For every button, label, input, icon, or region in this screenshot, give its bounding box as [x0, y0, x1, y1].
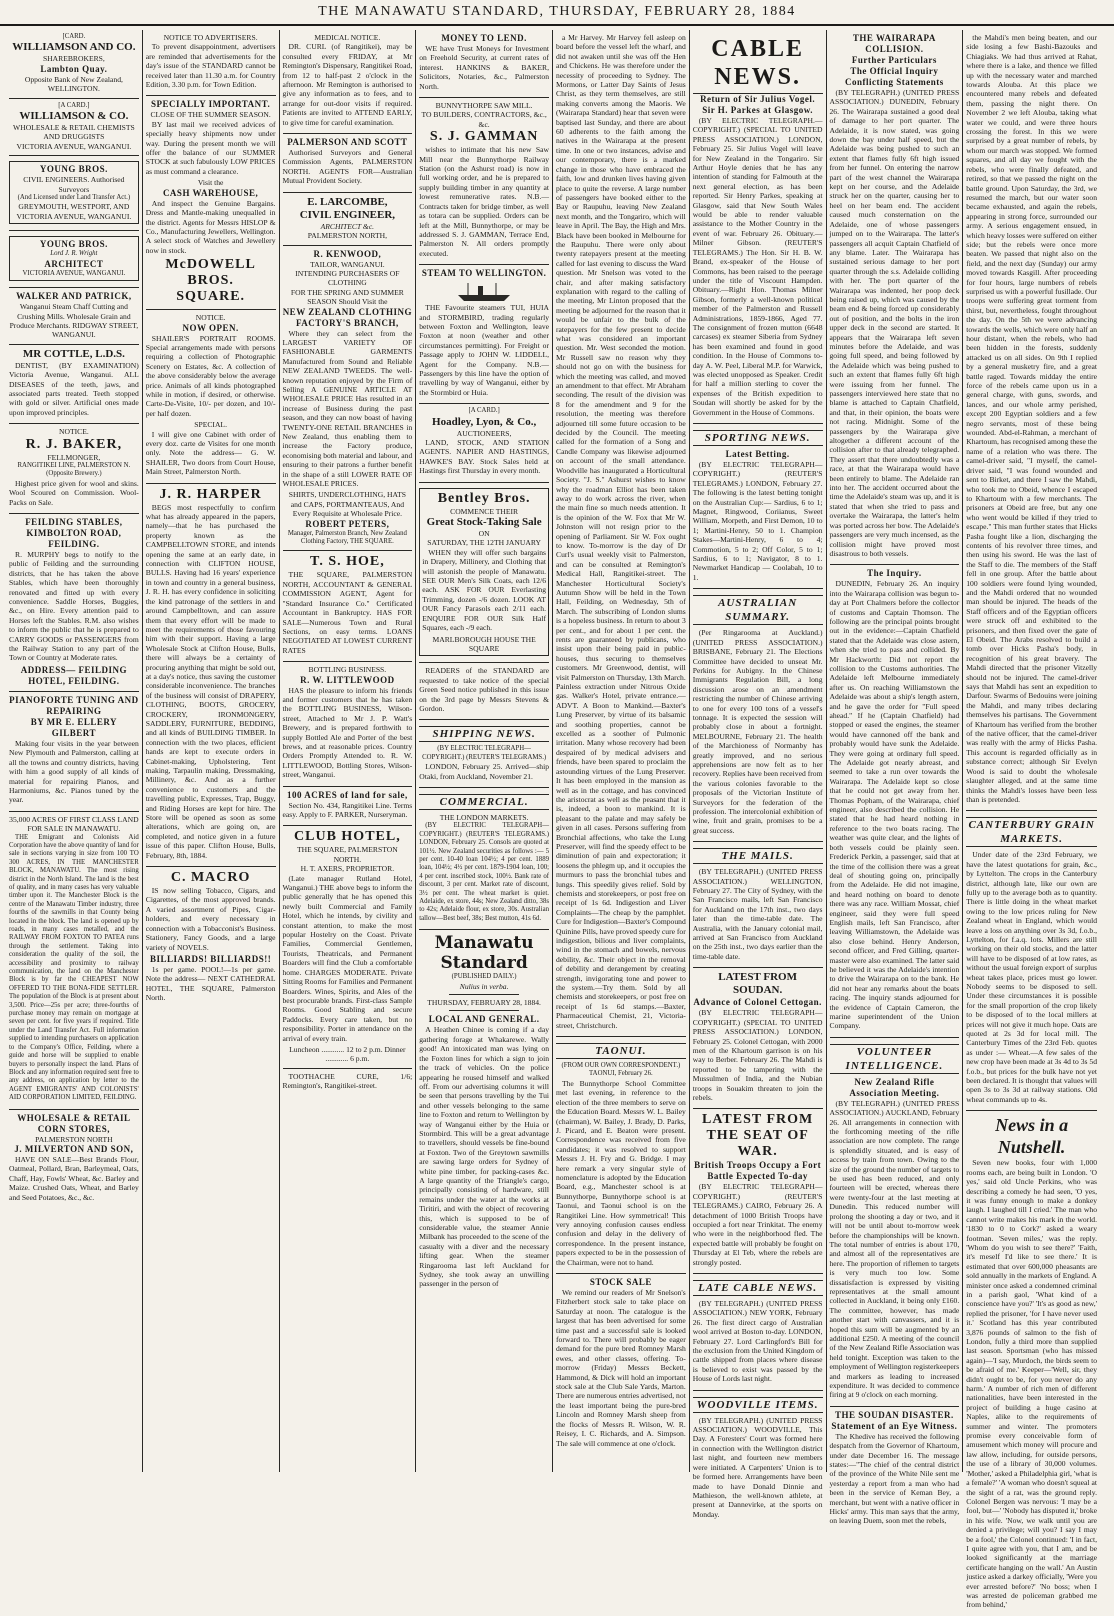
- section-soudan: [693, 968, 823, 1109]
- card-frame: [9, 236, 139, 281]
- ad-manager-name: ROBERT PETERS,: [305, 518, 390, 529]
- section-news-nutshell: [966, 1111, 1097, 1616]
- section-late-cable: [693, 1274, 823, 1391]
- ad-address: TAILOR, WANGANUI.: [310, 259, 385, 269]
- column-6: [690, 30, 827, 1519]
- ad-body: WE have Trust Moneys for Investment on Freehold Security, at current rates of interest. HANKINS & BAKER, Solicitors, Notaries, &c., Palmerston North.: [419, 44, 549, 91]
- ad-club-hotel: [283, 826, 413, 1068]
- card-body: DENTIST, (BY EXAMINATION) Victoria Avenue, Wanganui. ALL DISEASES of the teeth, jaws, and associated parts treated. Teeth stopped with gold or silver. Artificial ones made upon improved principles.: [9, 360, 139, 417]
- card-body: THE Emigrant and Colonists Aid Corporation have the above quantity of land for sale in sections varying in size from 100 TO 300 ACRES, IN THE MANCHESTER BLOCK, MANAWATU. The most rising district in the North Island. The land is the best of quality, and in many cases has very valuable timber upon it. The Manchester Block is the centre of the Manawatu Timber industry, three fourths of the sawmills in that County being located in the block. The land is opened up by roads, in many cases metalled, and the RAILWAY FROM FOXTON TO PATEA runs through the settlement. Taking into consideration the quality of the soil, the accessibility and proximity to railway communication, the land on the Manchester Block is by far the CHEAPEST NOW OFFERED TO THE BONA-FIDE SETTLER. The population of the Block is at present about 3,500. Price—25s per acre; three-fourths of purchase money may remain on mortgage at seven per cent. for five years if required. Title under the Land Transfer Act. Full information supplied to intending purchasers on application to the Company's Office, Feilding, where a guide and horse will be supplied to enable buyers to personally inspect the land. Plans of Block and any information required sent free to any address, on application by letter to the AGENT EMIGRANTS' AND COLONISTS' AID CORPORATION LIMITED, FEILDING.: [9, 833, 139, 1102]
- card-name: PALMERSON AND SCOTT: [287, 137, 408, 148]
- notice-medical: [283, 30, 413, 134]
- notice-body: To prevent disappointment, advertisers are reminded that advertisements for the day's issue of the STANDARD cannot be received later than 11.30 a.m. for Country Edition, 3.30 p.m. for Town Edition.: [145, 42, 276, 90]
- ad-firm-place: SQUARE.: [176, 289, 246, 305]
- column-2: [143, 30, 280, 1472]
- card-tag: [A CARD.]: [58, 101, 90, 109]
- ad-title: NOTICE.: [195, 313, 226, 323]
- ad-sub: TO BUILDERS, CONTRACTORS, &c., &c.: [421, 110, 547, 129]
- section-body: (BY ELECTRIC TELEGRAPH—COPYRIGHT.) (REUTER'S TELEGRAMS.) LONDON, February 27. The following is the latest betting tonight on the Australian Cup:— Sardius, 6 to 1; Magnet, Ringwood, Coriianus, Sweet William, Morpeth, and First Demon, 10 to 1; Martini-Henry, 50 to 1. Champion Stakes—Martini-Henry, 6 to 4; Commotion, 5 to 2; Off Color, 5 to 1; Sardius, 6 to 1; Navigator, 8 to 1. Newmarket Handicap — Coolabah, 10 to 1.: [692, 460, 823, 582]
- card-body: HAVE ON SALE—Best Brands Flour, Oatmeal, Pollard, Bran, Barleymeal, Oats, Chaff, Hay, Fowls' Wheat, &c. Barley and Maize. Crushed Oats, Wheat, and Barley and Seed Potatoes, &c., &c.: [9, 1154, 139, 1202]
- card-title: 35,000 ACRES OF FIRST CLASS LAND FOR SALE IN MANAWATU.: [9, 814, 139, 834]
- card-trade: WHOLESALE & RETAIL CHEMISTS AND DRUGGISTS: [13, 123, 135, 142]
- section-headline: The Official Inquiry: [850, 66, 939, 76]
- card-tag: [CARD.: [62, 33, 86, 40]
- section-headline: Advance of Colonel Cettogan.: [693, 997, 822, 1008]
- section-seat-of-war: [693, 1109, 823, 1274]
- card-place: PALMERSTON NORTH: [35, 1134, 113, 1144]
- ad-land-sale: [283, 787, 413, 827]
- ad-bentley-bros: [419, 483, 549, 664]
- section-title: LATEST FROM THE SEAT OF WAR.: [702, 1112, 814, 1160]
- card-name: T. S. HOE,: [310, 554, 385, 570]
- ad-title: SPECIAL.: [194, 420, 227, 430]
- section-body: The Khedive has received the following despatch from the Governor of Khartoum, under date December 16. The message states:—"The chief of the central district of the province of the White Nile sent me yesterday a report from a man who had been in the service of Keman Bey, a merchant, but went with a native officer in Hicks' army. This man says that the army, on leaving Duem, soon met the rebels,: [829, 1431, 960, 1526]
- ad-billiards-title: BILLIARDS! BILLIARDS!!: [149, 953, 272, 964]
- card-trade: SHAREBROKERS,: [42, 54, 105, 64]
- section-body: Under date of the 23rd February, we have the latest quotations for grain, &c., by Lyttelton. The crops in the Canterbury district, although late, like our own are fully up to the average both as to quantity. There is little doing in the wheat market owing to the low prices ruling for New Zealand wheat in England, which would leave a loss on anything over 3s 3d, f.o.b., Lyttelton, for f.a.q. lots. Millers are still working on their old stocks, and the latter will have to be disposed of at low rates, as without the usual foreign export of surplus wheat takes place, prices must go lower. Nobody seems to be disposed to sell. Under these circumstances it is possible for the small proportion of the crop likely to be disposed of to the local millers at prices will not give it much hope. Oats are quoted at 2s 3d for local mill. The Canterbury Times of the 23rd Feb. quotes as under :— Wheat.—A few sales of the new crop have been made at 3s 4d to 3s 5d f.o.b., but prices for the bulk have not yet been declared. It is thought that values will open 3s to 3s 3d at railway stations. Old wheat commands up to 4s.: [966, 850, 1097, 1104]
- ad-title: SPECIALLY IMPORTANT.: [151, 99, 271, 110]
- card-name: WILLIAMSON AND CO.: [12, 41, 136, 54]
- notice-readers: [419, 663, 549, 720]
- section-soudan-disaster: [830, 1407, 960, 1532]
- ad-firm-name: R. W. LITTLEWOOD: [300, 674, 395, 685]
- card-name: J. MILVERTON AND SON,: [14, 1143, 134, 1154]
- ad-firm-name: J. R. HARPER: [159, 486, 262, 502]
- ad-sale-title: Great Stock-Taking Sale: [426, 516, 542, 529]
- card-williamson-chemists: [9, 99, 139, 157]
- section-local-continued: [556, 30, 686, 1037]
- card-young-bros-engineers: [9, 156, 139, 231]
- column-8: [963, 30, 1100, 1610]
- ad-address: THE SQUARE, PALMERSTON NORTH.: [297, 845, 398, 864]
- newspaper-date: THURSDAY, FEBRUARY 28, 1884.: [427, 998, 541, 1008]
- card-trade: CIVIL ENGINEERS. Authorised Surveyors: [23, 175, 125, 194]
- card-sub: Lord J. R. Wright: [50, 250, 98, 258]
- section-title: The Inquiry.: [867, 568, 922, 579]
- card-address: ADDRESS— FEILDING HOTEL, FEILDING.: [20, 664, 128, 686]
- section-title: News in a Nutshell.: [995, 1115, 1069, 1158]
- ad-title: STEAM TO WELLINGTON.: [421, 268, 547, 279]
- ad-list: SHIRTS, UNDERCLOTHING, HATS and CAPS, PORTMANTEAUS, And Every Requisite at Wholesale Price.: [288, 490, 406, 519]
- card-walker-patrick: [9, 288, 139, 345]
- column-5: [553, 30, 690, 1472]
- section-title: TAONUI.: [556, 1043, 686, 1059]
- section-body: (BY TELEGRAPH.) (UNITED PRESS ASSOCIATION.) NEW YORK, February 26. The first direct cargo of Australian wool arrived at Boston to-day. LONDON, February 27. Lord Carlingford's Bill for the exclusion from the United Kingdom of cattle shipped from places where disease is believed to exist was passed by the House of Lords last night.: [692, 1299, 823, 1384]
- section-body: LONDON, February 25. Arrived—ship Otaki, from Auckland, November 21.: [419, 762, 549, 781]
- card-body: Making four visits in the year between New Plymouth and Palmerston, calling at all the towns and country districts, having with him a good supply of all kinds of material for repairing Pianos, and Harmoniums, &c. Pianos tuned by the year.: [9, 738, 139, 805]
- section-title: WOODVILLE ITEMS.: [693, 1397, 823, 1413]
- card-trade: ARCHITECT: [44, 258, 104, 269]
- section-headline: Statement of an Eye Witness.: [831, 1420, 958, 1431]
- ad-firm-name: R. KENWOOD,: [313, 248, 382, 259]
- card-body: Wanganui Steam Chaff Cutting and Crushing Mills. Wholesale Grain and Produce Merchants. RIDGWAY STREET, WANGANUI.: [9, 302, 139, 340]
- card-tag: [A CARD.]: [468, 407, 500, 415]
- section-title: THE WAIRARAPA COLLISION.: [852, 33, 936, 54]
- section-sporting-news: [693, 424, 823, 589]
- card-williamson-sharebrokers: [9, 30, 139, 99]
- section-body: (BY TELEGRAPH.) (UNITED PRESS ASSOCIATION.) AUCKLAND, February 26. All arrangements in connection with the forthcoming meeting of the rifle association are now complete. The range is splendidly situated, and is easy of access by train from town. Owing to the size of the ground the number of targets to be used has been reduced, and only fourteen will be erected, whereas there were twenty-four at the last meeting at Dunedin. This reduced number will prolong the shooting a day or two, and it will not be until about to-morrow week before the championships will be known. The total number of entries is about 170, and almost all of the representatives are here. The proportion of riflemen to targets is very much too low. Some dissatisfaction is expressed by visiting representatives at the small amount collected in Auckland, it being only £160. The committee, however, has made another start with canvassers, and it is hoped this sum will be augmented by an additional £250. A meeting of the council of the New Zealand Rifle Association was held tonight. Exception was taken to the employment of Wellington registerkeepers and markers as leading to increased expenditure. It was decided to commence firing at 9 o'clock on each morning.: [829, 1098, 960, 1400]
- section-wairarapa-collision: [830, 30, 960, 565]
- ad-clothing-factory: [283, 246, 413, 552]
- section-title: THE SOUDAN DISASTER.: [834, 1409, 954, 1420]
- section-woodville: [693, 1391, 823, 1525]
- section-title: LATE CABLE NEWS.: [693, 1280, 823, 1296]
- card-sub: (And Licensed under Land Transfer Act.): [17, 194, 131, 202]
- card-address: RANGITIKEI LINE, PALMERSTON N. (Opposite Brewery.): [17, 461, 131, 478]
- notice-title: NOTICE TO ADVERTISERS.: [163, 33, 258, 42]
- ad-factory: NEW ZEALAND CLOTHING FACTORY'S BRANCH,: [282, 306, 413, 328]
- card-cottle-dentist: [9, 345, 139, 424]
- ad-intro: INTENDING PURCHASERS OF CLOTHING: [295, 268, 400, 288]
- section-taonui: [556, 1037, 686, 1274]
- ad-toothache-cure: [283, 1069, 413, 1097]
- newspaper-sub: (PUBLISHED DAILY.): [451, 973, 517, 981]
- section-body: We remind our readers of Mr Snelson's Fitzherbert stock sale to take place on Saturday at noon. The catalogue is the largest that has been advertised for some time past and a successful sale is looked forward to. There will probably be eager demand for the pure bred Romney Marsh ewes, and other classes, offering. To-morrow (Friday) Messrs Beckett, Hammond, & Dick will hold an important stock sale at the Club Sale Yards, Marton. There are numerous entries advertised, not the least important being the pure-bred Lincoln and Romney Marsh sheep from the flocks of Messrs R. Wilson, W. R. Reisey, I. C. Richards, and A. Simpson. The sale will commence at one o'clock.: [556, 1288, 686, 1448]
- card-body: Highest price given for wool and skins. Wool Scoured on Commission. Wool-Packs on Sale.: [9, 478, 139, 507]
- ad-on: ON: [478, 529, 490, 539]
- ad-saw-mill: [419, 98, 549, 265]
- ad-steam-wellington: [419, 265, 549, 404]
- notice-body: DR. CURL (of Rangitikei), may be consulted every FRIDAY, at Mr Remington's Dispensary, Rangitikei Road, from 12 to half-past 2 o'clock in the afternoon. Mr Remington is authorised to give any information as to fees, and to arrange for out-door visits if required. Patients are invited to ATTEND EARLY, to give time for careful examination.: [282, 42, 413, 127]
- ad-firm-name: McDOWELL BROS.: [165, 257, 256, 289]
- section-title: SHIPPING NEWS.: [419, 726, 549, 742]
- section-mails: [693, 842, 823, 968]
- section-headline: Return of Sir Julius Vogel.: [700, 94, 816, 104]
- card-body: R. MURPHY begs to notify to the public of Feilding and the surrounding districts, that he has taken the above Stables, which have been thoroughly renovated and fitted up with every convenience. Saddle Horses, Buggies, &c., on Hire. Every attention paid to Horses left the Stables. R.M. also wishes to inform the public that he is prepared to CARRY GOODS or PASSENGERS from the Railway Station to any part of the Town or Country at Moderate rates.: [9, 550, 139, 663]
- ad-season: FOR THE SPRING AND SUMMER SEASON Should Visit the: [290, 287, 404, 307]
- section-volunteer: [830, 1038, 960, 1407]
- card-name: YOUNG BROS.: [39, 164, 108, 175]
- ad-date: SATURDAY, THE 12TH JANUARY: [427, 538, 542, 548]
- ad-body: BY last mail we received advices of specially heavy shipments now under way. During the present month we will offer the balance of our SUMMER STOCK at such fabulously LOW PRICES as must command a clearance.: [145, 119, 276, 176]
- section-body: (BY ELECTRIC TELEGRAPH.—COPYRIGHT.) (SPECIAL TO UNITED PRESS ASSOCIATION.) LONDON, February 25. Sir Julius Vogel will leave for New Zealand in the Tongariro. Sir Arthur Hoyle denies that he has any intention of standing for Falmouth at the next general election, as has been reported. Sir Henry Parkes, speaking at Glasgow, said that New South Wales would be able to render valuable assistance to the Mother Country in the event of war. February 26. Obituary.—Milner Gibson. (REUTER'S TELEGRAMS.) The Hon. Sir H. B. W. Brand, ex-speaker of the House of Commons, has been raised to the peerage under the title of Viscount Hampden. Obituary.—Right Hon. Thomas Milner Gibson, formerly a well-known political member of the Palmerston and Russell Administrations, 1859-1866, Aged 77. The consignment of frozen mutton (6648 carcases) ex steamer Siberia from Sydney has been examined and found in good condition. In the House of Commons to-day A. W. Peel, Liberal M.P. for Warwick, was elected unopposed as Speaker. Credit for half a million sterling to cover the expenses of the British expedition to Soudan will shortly be asked for by the Government in the House of Commons.: [692, 116, 823, 417]
- column-7: [827, 30, 964, 1526]
- section-headline: Latest Betting.: [725, 449, 790, 459]
- ad-body: I will give one Cabinet with order of every doz. carte de Visites for one month only. Note the address— G. W. SHAILER, Two doors from Court House, Main Street, Palmerston North.: [145, 429, 276, 477]
- masthead: THE MANAWATU STANDARD, THURSDAY, FEBRUARY 28, 1884: [0, 0, 1114, 26]
- newspaper-motto: Nulius in verba.: [459, 981, 509, 991]
- ad-bottling-business: [283, 662, 413, 786]
- card-address: VICTORIA AVENUE, WANGANUI.: [22, 269, 126, 277]
- card-piano-tuning: [9, 692, 139, 812]
- card-trade: CIVIL ENGINEER,: [299, 208, 396, 221]
- divider: [449, 1010, 519, 1011]
- card-name: E. LARCOMBE,: [307, 195, 388, 208]
- notice-title: NOTICE.: [59, 427, 89, 437]
- section-canterbury-grain: [966, 811, 1097, 1111]
- section-headline: Sir H. Parkes at Glasgow.: [702, 105, 814, 115]
- section-headline: Conflicting Statements: [845, 77, 944, 87]
- card-name: R. J. BAKER,: [25, 436, 123, 452]
- card-body: LAND, STOCK, AND STATION AGENTS. NAPIER AND HASTINGS, HAWKE'S BAY. Stock Sales held at Hastings first Thursday in every month.: [419, 438, 549, 476]
- section-sub: THE LONDON MARKETS.: [439, 812, 529, 822]
- card-trade: FELLMONGER,: [47, 452, 101, 462]
- column-1: [6, 30, 143, 1472]
- ad-manager-body: Manager, Palmerston Branch, New Zealand Clothing Factory, THE SQUARE.: [287, 529, 407, 546]
- ad-foot: MARLBOROUGH HOUSE THE SQUARE: [432, 634, 536, 653]
- ad-firm-name: CLUB HOTEL,: [294, 829, 401, 845]
- card-frame: [9, 161, 139, 224]
- card-name: WILLIAMSON & CO.: [19, 110, 129, 123]
- card-name: MR COTTLE, L.D.S.: [22, 347, 125, 360]
- ad-body: wishes to intimate that his new Saw Mill near the Bunnythorpe Railway Station (on the Ashurst road) is now in full working order, and he is prepared to supply building timber in any quantity at lowest remunerative rates. N.B.—Contracts taken for bridge timber, as well as totara can be supplied. Orders can be left at the Mill, Bunnythorpe, or may be addressed S. J. GAMMAN, Terrace End, Palmerston N. All orders promptly executed.: [419, 145, 549, 258]
- ad-sub: NOW OPEN.: [182, 322, 239, 333]
- ad-title: 100 ACRES of land for sale,: [286, 789, 408, 800]
- card-place: Lambton Quay.: [40, 63, 108, 74]
- ad-title: MONEY TO LEND.: [441, 33, 527, 43]
- steamship-icon: [454, 280, 514, 302]
- section-soudan-continued: [966, 30, 1097, 811]
- ad-sub: COMMENCE THEIR: [450, 506, 519, 516]
- section-body: The Bunnythorpe School Committee met last evening, in reference to the election of the three members to serve on the Education Board. Messrs W. L. Bailey (chairman), W. Bailey, J. Brady, D. Parks, J. Picard, and E. Beaton were present. Correspondence was received from five candidates; it was resolved to support Messrs J. H. Fry and G. Bridge. I may here remark a very singular style of nomenclature is adopted by the Education Board, e.g., Manchester school is at Bunnythorpe, Bunnythorpe school is at Taonui, and Taonui school is on the Rangitikei Line. How symmetrical! This very annoying confusion causes endless confusion and delay in the delivery of correspondence. In the present instance, papers expected to be in the possession of the Chairman, were not to hand.: [556, 1078, 686, 1267]
- section-title: THE MAILS.: [693, 848, 823, 864]
- ad-visit: Visit the: [197, 178, 224, 188]
- card-address: PALMERSTON NORTH,: [307, 231, 388, 241]
- ad-body: IS now selling Tobacco, Cigars, and Cigarettes, of the most approved brands. A varied assortment of Pipes, Cigar-holders, and every necessary in connection with a Tobacconist's Business. Stationery, Fancy Goods, and a large variety of NOVELS.: [145, 886, 276, 952]
- ad-proprietor: H. T. AXERS, PROPRIETOR.: [300, 864, 395, 874]
- column-3: [280, 30, 417, 1472]
- section-shipping-news: [419, 720, 549, 788]
- card-larcombe: [283, 193, 413, 246]
- section-headline: British Troops Occupy a Fort: [694, 1160, 822, 1171]
- section-inquiry: [830, 565, 960, 1038]
- section-body: (BY TELEGRAPH.) (UNITED PRESS ASSOCIATION.) DUNEDIN, February 26. The Wairarapa sustained a good deal of damage to her port quarter. The Adelaide, it is now stated, was going down the bay under half speed, but the Adelaide was being pushed to such an extent that flames fully 6ft high issued from her funnel. On entering the narrow part of the west channel the Wairarapa kept on her course, and the Adelaide struck her on the quarter, causing her to heel on her beam end. The accident caused much consternation on the Adelaide, one of whose passengers jumped on to the Wairarapa. The latter's passengers all acquit Captain Chatfield of any blame. Later. The Wairarapa has sustained serious damage to her port quarter through the s.s. Adelaide colliding with her. The port quarter of the Wairarapa was indented, her poop deck being raised up, which was caused by the beam end & being forced up considerably out of position, and the bolts in the iron upper deck in the second are started. It appears that the Wairarapa left seven minutes before the Adelaide, and was going full speed, and being followed by the Adelaide which was being pushed to such an extent that flames fully 6ft high were issuing from her funnel. The passengers interviewed here state that no blame is attached to Captain Chatfield, and that, in their opinion, the boats were not racing. Midnight. Some of the passengers by the Wairarapa give altogether a different account of the collision after to that already telegraphed. They assert that there undoubtedly was a race, at that the Wairarapa would have been entirely to blame. The Adelaide ran into her. The accident occurred about the time the Adelaide's steam was up, and it is stated that when she tried to pass and overtake the Wairarapa, the latter's helm was ported across her bow. The Adelaide's passengers are very much incensed, as the collision might have proved most disastrous to both vessels.: [829, 88, 960, 558]
- ad-body: THE Favourite steamers TUI, HUIA and STORMBIRD, trading regularly between Foxton and Wellington, leave Foxton at noon (weather and other circumstances permitting). For Freight or Passage apply to JOHN W. LIDDELL, Agent for the Company. N.B.—Passengers by this line have the option of travelling by way of Wanganui, either by the Stormbird or Huia.: [419, 303, 549, 397]
- ad-macro: [146, 867, 276, 1008]
- section-body: (Per Ringarooma at Auckland.) (UNITED PRESS ASSOCIATION.) BRISBANE, February 21. The Elections Committee have decided to unseat Mr. Perkins for Aubigny. In the Chinese Immigrants Regulation Bill, a long discussion arose on an amendment restricting the number of Chinese arriving to one for every 100 tons of a vessel's tonnage. It is expected the session will probably close in about a fortnight. MELBOURNE, February 21. The health of the Marchioness of Normanby has greatly improved, and no serious apprehensions are now felt as to her recovery. Replies have been received from the various colonies favorable to the proposals of the Victorian Institute of Surveyors for the federation of the profession. The intercolonial exhibition of wine, fruit and grain, promises to be a great success.: [692, 628, 823, 835]
- divider: [449, 994, 519, 995]
- card-name: YOUNG BROS.: [39, 239, 108, 250]
- card-name: Hoadley, Lyon, & Co.,: [432, 415, 537, 428]
- ad-body: Section No. 434, Rangitikei Line. Terms easy. Apply to F. PARKER, Nurseryman.: [282, 800, 413, 819]
- notice-body: READERS of the STANDARD are requested to take notice of the special Green Seed notice published in this issue on the 3rd page by Messrs Stevens & Gordon.: [419, 666, 549, 713]
- ad-harper: [146, 484, 276, 867]
- ad-frame: [419, 488, 549, 657]
- section-sub: (FROM OUR OWN CORRESPONDENT.) TAONUI, February 26.: [561, 1062, 681, 1078]
- ad-money-to-lend: [419, 30, 549, 98]
- ad-firm-name: S. J. GAMMAN: [429, 129, 539, 145]
- section-title: CABLE NEWS.: [693, 33, 823, 94]
- section-title: LATEST FROM SOUDAN.: [718, 971, 797, 997]
- section-body: the Mahdi's men being beaten, and our side losing a few Bashi-Bazouks and Chiagiaks. We had thus arrived at Rahat, where there is a lake, and thence we filled up with the necessary water and marched towards Alouba. At this place we encountered many rebels and defeated them, passing the night there. On November 2 we left Alouba, taking what water we could, and were three hours crossing the forest. In this we were surprised by a great number of rebels, by whom our march was stopped. We formed squares, and all day we fought with the rebels, who were finally defeated, and retired, so that we passed the night on the battle ground. Upon Saturday, the 3rd, we resumed the march, but our water soon became exhausted, and again the rebels, appearing in strong force, surrounded our army. A serious engagement ensued, in which heavy losses were suffered on either side; but the rebels were once more beaten. We passed that night also on the field, and the next day (Sunday) our army moved towards Kasgill. After proceeding for four hours, large numbers of rebels surprised us with a powerful fusillade. Our troops were suffering great torment from thirst, but, nevertheless, fought throughout the day. On the 5th we were advancing towards the wells, which were only half an hour distant, when the rebels, who had been hidden in the forests, suddenly attacked us on all sides. On 9th I replied by a general musketry fire, and a great battle raged. Towards midday the entire force of the rebels came upon us in a general charge, with guns, swords, and lances, and our whole army perished, except 200 Egyptian soldiers and a few negro servants, most of these being wounded. Abd-el-Rahman, a merchant of Khartoum, has recognised among these the name of a relation who was there. The camel-driver said, "I myself, the camel-driver said, "I was found wounded and sent to Birket, and there I saw the Mahdi, who took me to Obeid, whence I escaped to Khartoum with a few merchants. The prisoners at Obeid are free, but any one who went would be killed if they tried to escape." This man further states that Hicks Pasha fought like a lion, discharging the contents of his revolver three times, and then using his sword. He was the last of the Staff to die. The members of the Staff fell in one group. After the battle about 100 soldiers were found lying wounded, and the Mahdi ordered that no wounded man should be injured. The heads of the Staff officers and of the Egyptian officers were struck off and exhibited to the prisoners, and then fixed over the gate of El Obeid. The Arabs resolved to build a tomb over Hicks Pasha's body, in recognition of his great bravery. The Mahdi directed that the prisoner Vitzelly should not be injured. The camel-driver says that Mahdi has sent an expedition to Darfour. Swarms of Bedouins were joining the Mahdi, and many tribes declaring themselves his partisans. The Government of Khartoum has verified from the brother of the native officer, that the camel-driver was really with the army of Hicks Pasha. This account is regarded officially as in substance correct; although Sir Evelyn Wood is said to doubt the wholesale slaughter alleged, and at the same time thinks the Mahdi's losses have been less than is pretended.: [966, 33, 1098, 804]
- section-body: a Mr Harvey. Mr Harvey fell asleep on board before the vessel left the wharf, and did not awaken until she was off the Hen and Chickens. He was therefore under the necessity of proceeding to Sydney. The Mormons, or Latter Day Saints of Jesus Christ, as they term themselves, are still making converts among the Maoris. We (Wairarapa Standard) hear that seven were baptised last Sunday, and there are about 60 adherents to the faith among the natives in the Wairarapa at the present time. In one or two instances, advise and our contemporary, there is a marked change in those who have embraced the faith, low and drunken lives having given place to quite the reverse. A large number of passengers have booked either to the Bay or Raupuhu, leaving New Zealand next month, and the Tongariro, which will leave in April. The Bay, the High and Mrs. Black have been booked in Melbourne for the Raupuhu. There were only about twenty ratepayers present at the meeting called for last evening to discuss the Ward question. Mr Snelson was voted to the chair, and after making satisfactory explanation with regard to the calling of the meeting, Mr Linton proposed that the meeting be adjourned for the reason that it would be unfair to the bulk of the ratepayers for the few present to decide what was considered an important question. Mr. West seconded the motion. Mr Russell saw no reason why they should not go on with the business for which the meeting was called, and moved an amendment to that effect. Mr Abraham seconding. The result of the division was 8 for the amendment and 9 for the resolution, the meeting was therefore adjourned till some future occasion to be decided by the Council. The meeting called for the formation of a Song and Candle Company was likewise adjourned on account of the small attendance. Woodville has inaugurated a Horticultural Society. "J. S." Ashurst wishes to know why the roadman Elliot has been taken away to do work across the river, when the main fine so much needs attention. It is the opinion of the W. Fox that Mr W. Johnston will not resign prior to the opening of Parliament. Sir W. Fox ought to know. To-morrow is the day of Dr Curl's usual weekly visit to Palmerston, and can be consulted at Remington's Medical Hall, Rangitikei-street. The Manchester Horticultural Society's Autumn Show will be held in the Town Hall, Feilding, on Wednesday, 5th of March. The subscribing of London slums is a hopeless business. In return to about 3 per cent., and for about 1 per cent. the rents are guaranteed by publicans, who insist upon their being paid in public-houses, thus securing to themselves customers. Mr Greenwood, dentist, will visit Palmerston on Thursday, 13th March. Painless extraction under Nitrous Oxide gas. Walker's Hotel, private entrance.— ADVT. A Boon to Mankind.—Baxter's Lung Preserver, by virtue of its balsamic and soothing properties, cannot be excelled as a soother of Pulmonic irritation. Many whose recovery had been despaired of by medical advisers and friends, have been spared to proclaim the astounding virtues of the Lung Preserver. It has been employed in the mansion as well as in the cottage, and has convinced the aristocrat as well as the peasant that it is, indeed, a boon to mankind. It is pleasant to the palate and may safely be given in all cases. Persons suffering from Bronchial affections, who take the Lung Preserver, will find the speedy effect to be diminution of pain and expectoration; it loosens the phlegm up, and it occupies the murmurs to pass the bronchial tubes and lungs. This speedily gives relief. Sold by chemists and storekeepers, or post free on receipt of 1s 6d. Indigestion and Liver Complaints—The cheap by the pamphlet. Cure for Indigestion—Baxter's Compound Quinine Pills, have proved speedy cure for indigestion, bilious and liver complaints, wind in the stomach and bowels, nervous debility, &c. Their object in the removal of debility and derangement by creating strength, invigorating tone and power to the system.—Try them. Sold by all chemists and storekeepers, or post free on receipt of 1s 6d stamps.—Baxter, Pharmaceutical Chemist, 21, Victoria-street, Christchurch.: [556, 33, 686, 1030]
- section-title: AUSTRALIAN SUMMARY.: [693, 595, 823, 625]
- card-body: Authorised Surveyors and General Commission Agents, PALMERSTON NORTH. AGENTS FOR—Australian Mutual Provident Society.: [282, 148, 413, 186]
- section-body: (BY TELEGRAPH.) (UNITED PRESS ASSOCIATION.) WELLINGTON, February 27. The City of Sydney, with the San Francisco mails, left San Francisco for Auckland on the 17th inst., two days later than the time-table date. The Australia, with the January colonial mail, arrived at San Francisco from Auckland on the 25th inst., two days earlier than the time-table date.: [692, 867, 823, 961]
- card-by: BY MR E. ELLERY GILBERT: [30, 716, 118, 738]
- section-sub: (BY ELECTRIC TELEGRAPH—COPYRIGHT.) (REUTER'S TELEGRAMS.): [422, 745, 547, 761]
- section-headline: Further Particulars: [851, 55, 937, 65]
- ad-body: SHAILER'S PORTRAIT ROOMS. Special arrangements made with persons requiring a collection of Photographic Scenery on Estates, &c. A collection of the above considerably below the average price. Animals of all kinds photographed while in motion, if desired, or otherwise. Carte-De-Visite, 10/- per dozen, and 10/- per half dozen.: [145, 333, 276, 418]
- card-land-sale: [9, 812, 139, 1110]
- card-name: WALKER AND PATRICK,: [16, 291, 132, 302]
- section-editorial: [419, 930, 549, 1295]
- ad-firm-name: C. MACRO: [170, 870, 251, 886]
- newspaper-title: Manawatu Standard: [434, 933, 534, 974]
- section-body: (BY ELECTRIC TELEGRAPH—COPYRIGHT.) (REUTER'S TELEGRAMS.) LONDON, February 25. Consols are quoted at 101½. New Zealand securities as follows :— 5 per cent. 10-40 loan 104½; 4 per cent. 1889 loan, 104½; 4½ per cent. 1879-1904 loan, 100; 4 per cent. inscribed stock, 100½. Bank rate of discount, 3 per cent. Market rate of discount, 3½ per cent. The wheat market is quiet. Adelaide, ex store, 44s; New Zealand ditto, 38s to 42s; Adelaide flour, ex store, 30s. Australian tallow—Best beef, 38s; Best mutton, 41s 6d.: [419, 822, 549, 922]
- card-address: GREYMOUTH, WESTPORT, AND VICTORIA AVENUE, WANGANUI.: [16, 202, 132, 221]
- ad-title: BOTTLING BUSINESS.: [308, 665, 387, 675]
- ad-body: Where they can select from the LARGEST VARIETY OF FASHIONABLE GARMENTS Manufactured from Sound and Reliable NEW ZEALAND TWEEDS. The well-known reputation enjoyed by the Firm of Selling A GENUINE ARTICLE AT WHOLESALE PRICE Has resulted in an increase of Business during the past season, and they can now boast of having TWENTY-ONE RETAIL BRANCHES in New Zealand, thus enabling them to increase the Factory produce, economising both material and labour, and ensuring to their patrons a further benefit in the shape of a still LOWER RATE OF WHOLESALE PRICES.: [282, 328, 413, 489]
- ad-body: BEGS most respectfully to confirm what has already appeared in the papers, namely—that he has purchased the property known as the CAMPBELLTOWN STORE, and intends opening the same at an early date, in connection with CLIFTON HOUSE, BULLS. Having had 16 years' experience in town and country in a general business, J. R. H. has every confidence in soliciting the kind patronage of the settlers in and around Campbelltown, and can assure them that every effort will be made to meet the requirements of those favouring him with their support. Having a large Wholesale Stock at Clifton House, Bulls, there will always be a certainty of procuring anything that might be sold out, at a day's notice, thus saving the customer considerable inconvenience. The branches of the business will consist of DRAPERY, CLOTHING, BOOTS, GROCERY, CROCKERY, IRONMONGERY, SADDLERY, FURNITURE, BEDDING, and all kinds of BUILDING TIMBER. In connection with the two places, efficient hands are kept to execute orders in Cabinet-making, Upholstering, Tent making, Tarpaulin making, Dressmaking, Millinery, &c. And as a further convenience to customers and the travelling public, Expresses, Trap, Buggy, and Riding Horses are kept for hire. The Store will be opened as soon as some alterations, which are going on, are completed, and notice given in a future issue of this paper. Clifton House, Bulls, February, 8th, 1884.: [145, 502, 276, 860]
- section-australian-summary: [693, 589, 823, 842]
- card-hoe-accountant: [283, 551, 413, 662]
- section-headline: New Zealand Rifle Association Meeting.: [849, 1076, 940, 1098]
- section-body: (BY TELEGRAPH.) (UNITED PRESS ASSOCIATION.) WOODVILLE, This Day. A Foresters' Court was formed here in connection with the Wellington district last night, and fourteen new members were initiated. A Carpenters' Union is to be formed here. Arrangements have been made to have Donald Dinnie and Mathieson, the well-known athlete, at present at Dannevirke, at the sports on Monday.: [692, 1415, 823, 1519]
- card-address: VICTORIA AVENUE, WANGANUI.: [16, 141, 132, 151]
- section-cable-news: [693, 30, 823, 424]
- column-4: [416, 30, 553, 1472]
- ad-meals: Luncheon ............ 12 to 2 p.m. Dinner ............ 6 p.m.: [289, 1044, 406, 1064]
- section-commercial: [419, 788, 549, 930]
- card-sub: ARCHITECT &c.: [320, 221, 375, 231]
- card-title: PIANOFORTE TUNING AND REPAIRING: [9, 694, 139, 716]
- card-name: FEILDING STABLES, KIMBOLTON ROAD, FEILDING.: [25, 517, 123, 549]
- section-stock-sale: [556, 1274, 686, 1454]
- ad-cash-warehouse: [146, 96, 276, 310]
- section-title: SPORTING NEWS.: [693, 430, 823, 446]
- card-hoadley-lyon: [419, 404, 549, 482]
- columns: [6, 30, 1108, 1610]
- card-body: THE SQUARE, PALMERSTON NORTH, ACCOUNTANT & GENERAL COMMISSION AGENT, Agent for "Standard Insurance Co." Certificated Accountant in Bankruptcy. HAS FOR SALE—Numerous Town and Rural Sections, on easy terms. LOANS NEGOTIATED AT LOWEST CURRENT RATES: [282, 570, 413, 655]
- notice-advertisers: [146, 30, 276, 96]
- ad-body: HAS the pleasure to inform his friends and former customers that he has taken the BOTTLING BUSINESS, Wilson-street, Attached to Mr J. P. Watt's Brewery, and is prepared forthwith to supply Bottled Ale and Porter of the best brews, and at reasonable prices. Country Orders Promptly Attended to. R. W. LITTLEWOOD, Bottling Stores, Wilson-street, Wanganui.: [282, 685, 413, 780]
- card-address: Opposite Bank of New Zealand, WELLINGTON.: [24, 74, 123, 94]
- card-baker-fellmonger: [9, 424, 139, 514]
- section-body: Seven new books, four with 1,000 rooms each, are being built in London. 'O yes,' said old Uncle Perkins, who was describing a comedy he had seen, 'O yes, it was funny enough to make a donkey laugh. I laughed till I cried.' The man who cannot write makes his mark in the world. '1830 to 0 to Cork?' asked a weary footman. 'Seven miles,' was the reply. 'Whom do you wish to see there?' 'Faith, it's meself I'd like to see there.' It is estimated that over 600,000 pheasants are sold annually in the markets of England. A minister once asked a condemned criminal in a parish gaol, 'What kind of a conscience have you?' 'It's as good as new,' replied the prisoner, 'for I have never used it.' Scotland has this year contributed 3,876 pounds of salmon to the fish of London, fully a third more than supplied last season. Sportsman (who has missed again)—'I say, Murdoch, the birds seem to be afraid of me.' Keeper—'Well, sir, they didn't ought to be, for you never do any harm.' A number of rich men of different nationalities, have been interested in the project of building a huge casino at Naples, alike to the requirements of summer and winter. The promoters promise every conceivable form of amusement which money will procure and law allow, including, for outside persons, the use of a library of 30,000 volumes. 'Mother,' asked a Philadelphia girl, 'what is a female?' 'A woman who doesn't squeal at the sight of a rat, was the ground reply. Colonel Bergen was nervous: 'I may be a fool, but—' 'Nobody has disputed it,' broke in his wife. 'Now, we walk until you are denied a privilege; will you? I say I may be a fool,' the Colonel continued: 'I in fact, I quite agree with you, that I am, and be looked significantly at the marriage certificate hanging on the wall.' An Austin justice asked a darkey officially, 'Were you ever arrested before?' 'No boss; when I was arrested de policeman grabbed me from behind,': [966, 1158, 1097, 1610]
- card-feilding-stables: [9, 514, 139, 692]
- section-title: STOCK SALE: [589, 1277, 652, 1287]
- ad-firm-name: Bentley Bros.: [437, 490, 531, 506]
- section-body: (BY ELECTRIC TELEGRAPH—COPYRIGHT.) (SPECIAL TO UNITED PRESS ASSOCIATION.) LONDON, February 25. Colonel Cettogan, with 2000 men of the Khartoum garrison is on his way to Berber. February 26. The Mahdi is reported to be tampering with the Mussulmen of India, and the Nubian troops in Souakim threaten to join the rebels.: [692, 1008, 823, 1102]
- section-body: (BY ELECTRIC TELEGRAPH—COPYRIGHT.) (REUTER'S TELEGRAMS.) CAIRO, February 26. A detachment of 1000 British Troops have occupied a fort near Trinkitat. The enemy who were in the neighborhood fled. The expected battle will probably be fought on Thursday at El Teb, where the rebels are strongly posted.: [692, 1182, 823, 1267]
- ad-body: (Late manager Rutland Hotel, Wanganui.) THE above begs to inform the public generally that he has opened this newly built Commercial and Family Hotel, which he intends, by civility and constant attention, to make the most popular Hostelry on the Coast. Private Families, Commercial Gentlemen, Tourists, Theatricals, and Permanent Boarders will find the Club a comfortable home. CHARGES MODERATE. Private Sitting Rooms for Families and Permanent Boarders. Wines, Spirits, and Ales of the best procurable brands. First-class Sample Rooms. Good Stabling and secure Paddocks. Every care taken, but no responsibility. Porter in attendance on the arrival of every train.: [282, 873, 413, 1043]
- section-body: A Heathen Chinee is coming if a day gathering forage at Whakarewe. Wally good! An intoxicated man was lying on the Foxton lines for which a sign to join the track of vehicles. On the police appearing he roused himself and walked off. From our advertising columns it will be seen that persons travelling by the Tui and other vessels belonging to the same line to Foxton and return to Wellington by way of Wanganui either by the Huia or Stormbird. This will be a great advantage to travellers, should vessels be fine-bound at Foxton. Two of the Greytown sawmills are sawing large orders for Sydney of white pine timber, for packing-cases &c. A large quantity of the Triangle's cargo, principally consisting of hardware, still remains under the water at the works at Tiritiri, and with the object of recovering this, which is supposed to be of considerable value, the steamer Annie Milbank has proceeded to the scene of the casualty with a diver and the necessary lifting gear. When the steamer Ringarooma last left Auckland for Sydney, she took away an unwilling passenger in the person of: [419, 1025, 549, 1289]
- ad-body: And inspect the Genuine Bargains. Dress and Mantle-making unequalled in the district. Agents for Messrs HISLOP & Co., Manufacturing Jewellers, Wellington. A select stock of Watches and Jewellery now in stock.: [145, 198, 276, 255]
- card-trade: AUCTIONEERS,: [456, 428, 512, 438]
- card-palmerson-scott: [283, 134, 413, 193]
- ad-store-name: CASH WAREHOUSE,: [162, 187, 259, 198]
- section-title: VOLUNTEER INTELLIGENCE.: [830, 1044, 960, 1074]
- ad-shailer-portraits: [146, 310, 276, 484]
- section-title: COMMERCIAL.: [419, 794, 549, 810]
- ad-body: TOOTHACHE CURE, 1/6; Remington's, Rangitikei-street.: [282, 1071, 413, 1091]
- section-title: CANTERBURY GRAIN MARKETS.: [966, 817, 1097, 847]
- card-title: WHOLESALE & RETAIL CORN STORES,: [17, 1112, 131, 1134]
- ad-body: 1s per game. POOL!—1s per game. Note the address— NEXT CATHEDRAL HOTEL, THE SQUARE, Palmerston North.: [145, 964, 276, 1003]
- ad-title: BUNNYTHORPE SAW MILL.: [435, 101, 533, 111]
- ad-body: WHEN they will offer such bargains in Drapery, Millinery, and Clothing that will astonish the people of Manawatu. SEE OUR Men's Silk Coats, each 12/6 each. ASK FOR OUR Everlasting Trimming, dozen -/6 dozen. LOOK AT OUR Fancy Parasols each 2/11 each. ENQUIRE FOR OUR Silk Half Squares, each -/9 each.: [422, 547, 546, 633]
- card-corn-stores: [9, 1110, 139, 1208]
- section-body: DUNEDIN, February 26. An inquiry into the Wairarapa collision was begun to-day at Port Chalmers before the collector of customs and Captain Thomson. The following are the principal points brought out in the evidence:—Captain Chatfield stated that the Adelaide was close astern, when she tried to pass and collided. By Mr Hackworth: Did not report the collision to the Customs authorities. The Adelaide left Melbourne immediately after us. On reaching Williamstown the Adelaide was about a ship's length astern, and he gave the order for "Full speed ahead." If he (Captain Chatfield) had stopped or eased the engines, the steamer would have cannoned off the bank and probably would have sunk the Adelaide. They were going at ordinary full speed. The Adelaide got nearly abreast, and seemed to take a run over towards the Wairarapa. The Adelaide kept so close that he could not get away from her. Thomas Popham, of the Wairarapa, chief engineer, also described the collision. He stated that he had heard nothing in reference to the two boats racing. The weather was quite clear, and the lights of both vessels could be plainly seen. Frederick Perkin, a passenger, said that at the time of the collision there was a great deal of shouting going on, principally from the Adelaide. He did not imagine, and heard nothing on board to denote there was any race. William Mossat, chief engineer, said they were full speed English mails, left San Francisco, after leaving Williamstown, the Adelaide was also close behind. Henry Anderson, second officer, and Fred Gilling, quarter-master were also examined. The latter said he believed it was the Adelaide's intention to drive the Wairarapa on to the bank. He did not hear any remarks about the boats racing. The inquiry stands adjourned for the evidence of Captain Cameron, the marine superintendent of the Union Company.: [829, 579, 960, 1031]
- section-title: LOCAL AND GENERAL.: [428, 1014, 540, 1025]
- notice-title: MEDICAL NOTICE.: [314, 33, 381, 42]
- ad-sub: CLOSE OF THE SUMMER SEASON.: [150, 110, 271, 120]
- card-young-bros-architect: [9, 231, 139, 288]
- section-headline: Battle Expected To-day: [707, 1171, 808, 1182]
